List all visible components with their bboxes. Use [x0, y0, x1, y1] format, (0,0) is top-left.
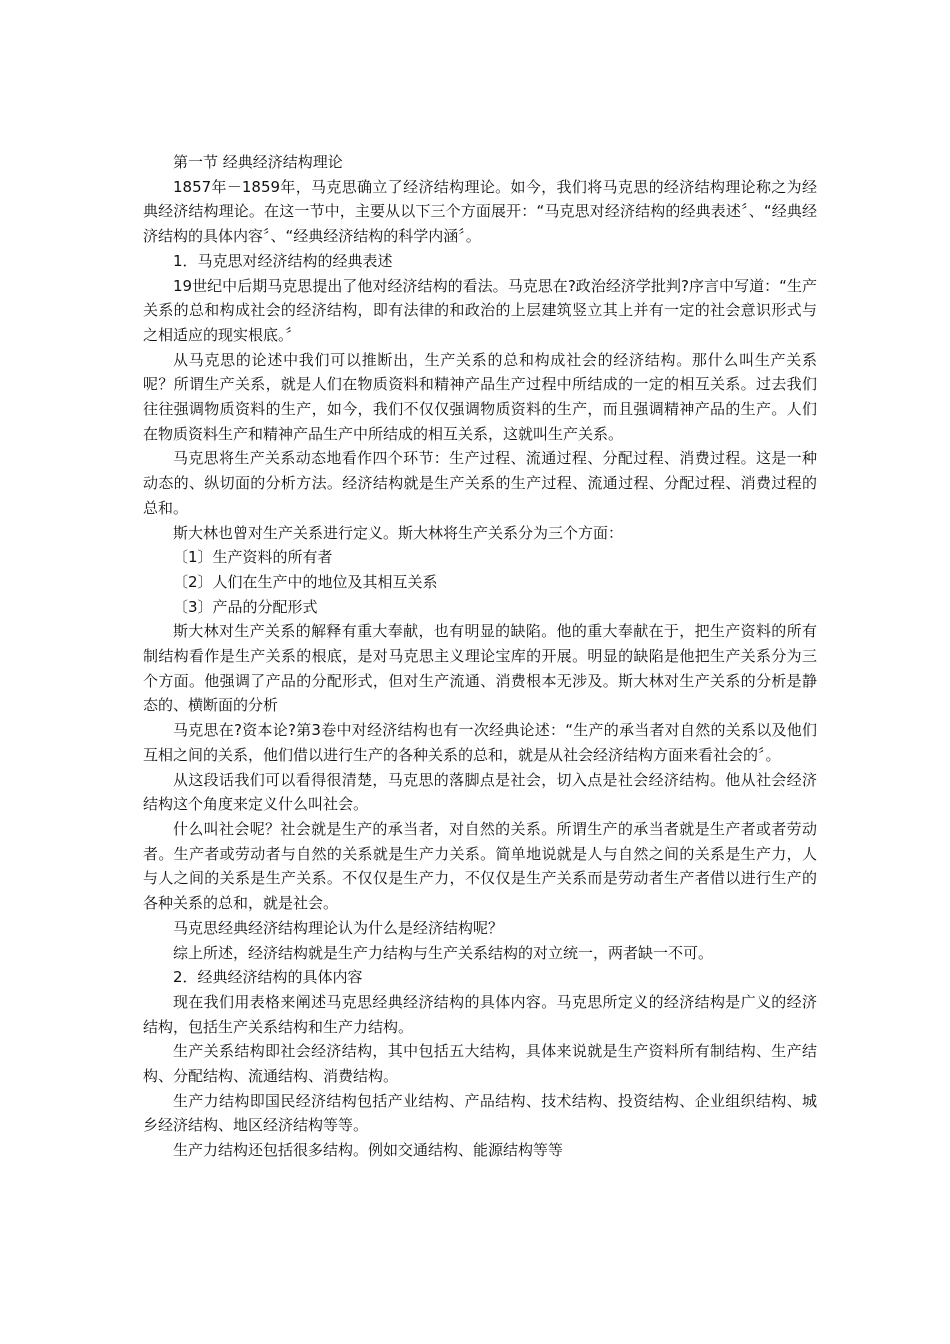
subsection-heading: 1．马克思对经济结构的经典表述	[173, 251, 393, 270]
paragraph: 现在我们用表格来阐述马克思经典经济结构的具体内容。马克思所定义的经济结构是广义的经济结构，包括生产关系结构和生产力结构。	[143, 992, 817, 1036]
list-item: 〔3〕产品的分配形式	[173, 597, 318, 616]
list-item: 〔2〕人们在生产中的地位及其相互关系	[173, 572, 438, 591]
paragraph: 斯大林也曾对生产关系进行定义。斯大林将生产关系分为三个方面：	[173, 523, 624, 542]
paragraph: 斯大林对生产关系的解释有重大奉献，也有明显的缺陷。他的重大奉献在于，把生产资料的所有制结构看作是生产关系的根底，是对马克思主义理论宝库的开展。明显的缺陷是他把生产关系分为三个方面。他强调了产品的分配形式，但对生产流通、消费根本无涉及。斯大林对生产关系的分析是静态的、横断面的分析	[143, 622, 817, 715]
paragraph: 生产力结构即国民经济结构包括产业结构、产品结构、技术结构、投资结构、企业组织结构、城乡经济结构、地区经济结构等等。	[143, 1091, 817, 1135]
list-item: 〔1〕生产资料的所有者	[173, 548, 333, 567]
paragraph: 从这段话我们可以看得很清楚，马克思的落脚点是社会，切入点是社会经济结构。他从社会经济结构这个角度来定义什么叫社会。	[143, 770, 817, 814]
paragraph: 什么叫社会呢？社会就是生产的承当者，对自然的关系。所谓生产的承当者就是生产者或者劳动者。生产者或劳动者与自然的关系就是生产力关系。简单地说就是人与自然之间的关系是生产力，人与人之间的关系是生产关系。不仅仅是生产力，不仅仅是生产关系而是劳动者生产者借以进行生产的各种关系的总和，就是社会。	[143, 819, 817, 913]
paragraph: 综上所述，经济结构就是生产力结构与生产关系结构的对立统一，两者缺一不可。	[173, 943, 714, 962]
paragraph: 1857年－1859年，马克思确立了经济结构理论。如今，我们将马克思的经济结构理论称之为经典经济结构理论。在这一节中，主要从以下三个方面展开：“马克思对经济结构的经典表述〞、“经典经济结构的具体内容〞、“经典经济结构的科学内涵〞。	[143, 177, 817, 246]
section-heading: 第一节 经典经济结构理论	[173, 153, 343, 171]
document-body	[143, 150, 817, 1163]
paragraph: 马克思将生产关系动态地看作四个环节：生产过程、流通过程、分配过程、消费过程。这是一种动态的、纵切面的分析方法。经济结构就是生产关系的生产过程、流通过程、分配过程、消费过程的总和。	[143, 449, 817, 517]
paragraph: 生产关系结构即社会经济结构，其中包括五大结构，具体来说就是生产资料所有制结构、生产结构、分配结构、流通结构、消费结构。	[143, 1042, 817, 1086]
paragraph: 19世纪中后期马克思提出了他对经济结构的看法。马克思在?政治经济学批判?序言中写道：“生产关系的总和构成社会的经济结构，即有法律的和政治的上层建筑竖立其上并有一定的社会意识形式与之相适应的现实根底。〞	[143, 276, 817, 344]
paragraph: 从马克思的论述中我们可以推断出，生产关系的总和构成社会的经济结构。那什么叫生产关系呢？所谓生产关系，就是人们在物质资料和精神产品生产过程中所结成的一定的相互关系。过去我们往往强调物质资料的生产，如今，我们不仅仅强调物质资料的生产，而且强调精神产品的生产。人们在物质资料生产和精神产品生产中所结成的相互关系，这就叫生产关系。	[143, 350, 817, 443]
subsection-heading: 2．经典经济结构的具体内容	[173, 968, 363, 987]
paragraph: 马克思经典经济结构理论认为什么是经济结构呢？	[173, 918, 504, 937]
paragraph: 生产力结构还包括很多结构。例如交通结构、能源结构等等	[173, 1141, 564, 1160]
paragraph: 马克思在?资本论?第3卷中对经济结构也有一次经典论述：“生产的承当者对自然的关系以及他们互相之间的关系，他们借以进行生产的各种关系的总和，就是从社会经济结构方面来看社会的〞。	[143, 721, 817, 764]
